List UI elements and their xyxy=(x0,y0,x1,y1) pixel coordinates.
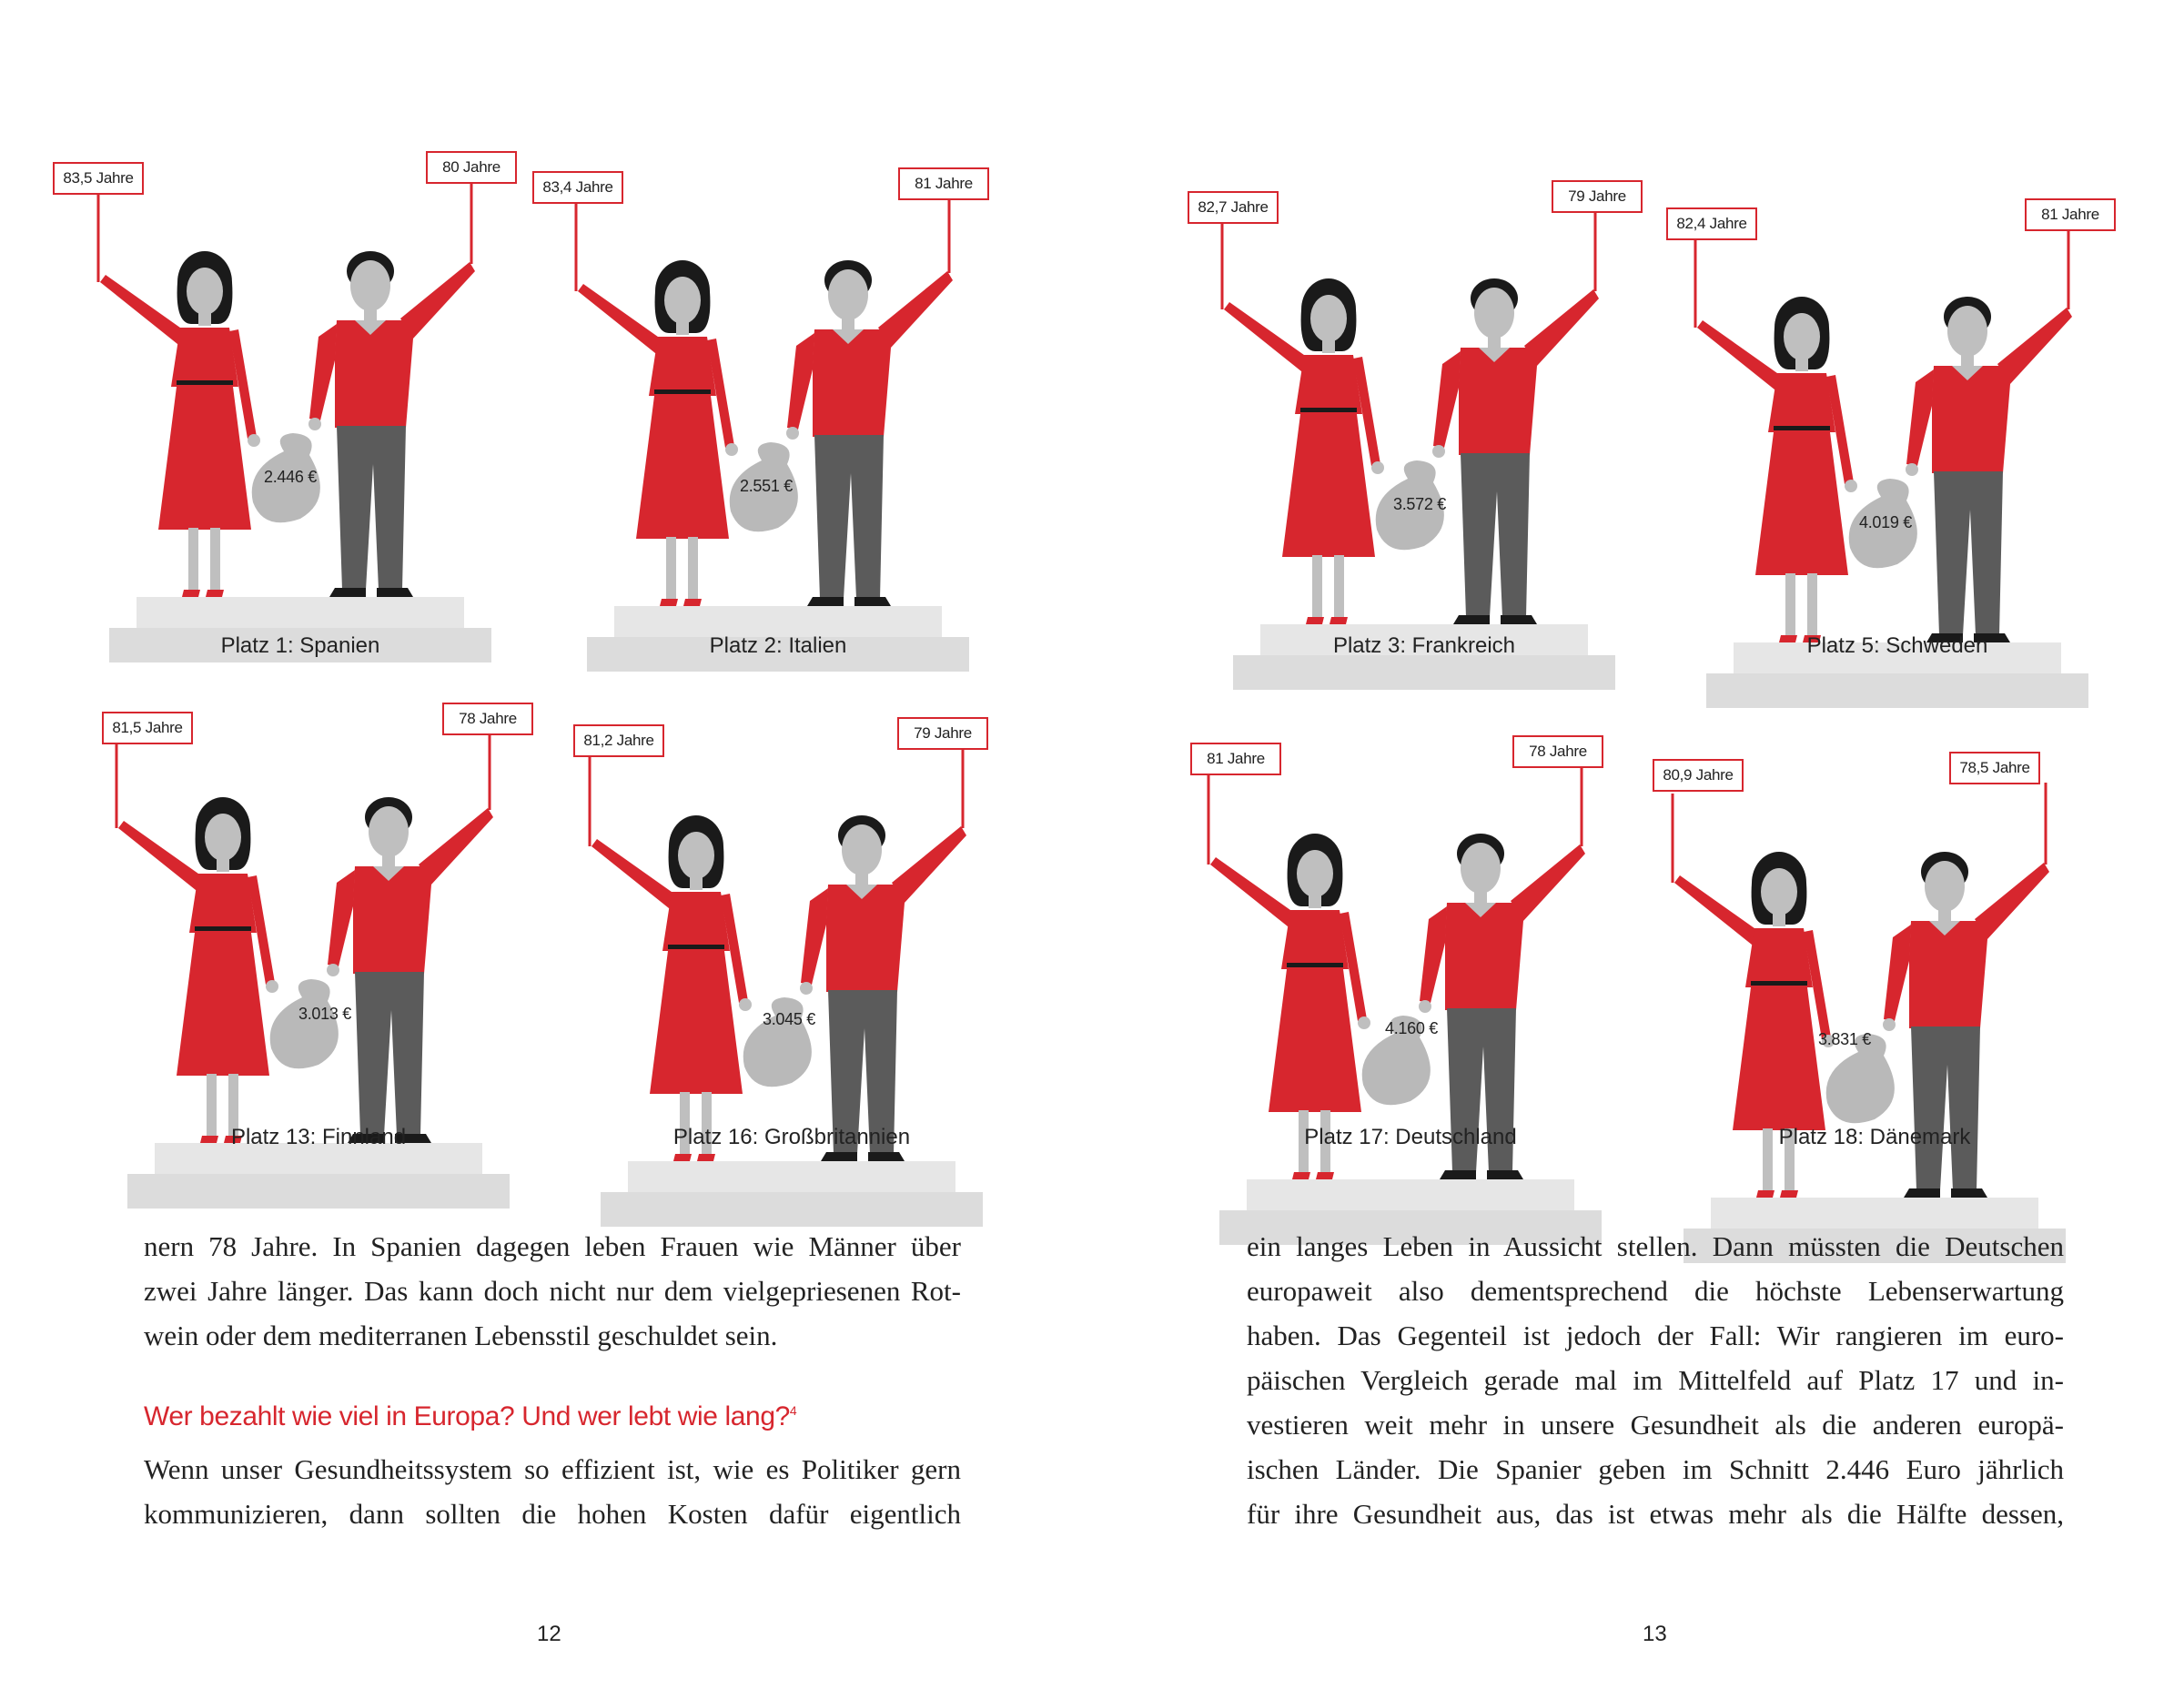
left-page-paragraph-top xyxy=(144,1224,961,1358)
cost-label: 2.551 € xyxy=(740,477,793,495)
text-line: kommunizieren, dann sollten die hohen Kosten dafür eigentlich xyxy=(144,1498,961,1530)
heading-text: Wer bezahlt wie viel in Europa? Und wer lebt wie lang? xyxy=(144,1401,790,1431)
left-page-paragraph-bottom xyxy=(144,1447,961,1536)
text-line: päischen Vergleich gerade mal im Mittelfeld auf Platz 17 und in- xyxy=(1247,1364,2064,1396)
figure-denmark xyxy=(1620,746,2129,1256)
couple-illustration xyxy=(1620,746,2129,1256)
text-line: haben. Das Gegenteil ist jedoch der Fall: Wir rangieren im euro- xyxy=(1247,1320,2064,1351)
rank-label: Platz 1: Spanien xyxy=(220,633,380,658)
text-line: für ihre Gesundheit aus, das ist etwas mehr als die Hälfte dessen, xyxy=(1247,1498,2064,1530)
text-line: ischen Länder. Die Spanier geben im Schnitt 2.446 Euro jährlich xyxy=(1247,1453,2064,1485)
rank-label: Platz 18: Dänemark xyxy=(1778,1125,1971,1149)
male-age-sign: 79 Jahre xyxy=(1552,180,1643,213)
couple-illustration xyxy=(1169,173,1679,683)
page-number-left: 12 xyxy=(537,1622,561,1646)
text-line: wein oder dem mediterranen Lebensstil geschuldet sein. xyxy=(144,1320,778,1351)
female-age-sign: 81,5 Jahre xyxy=(102,712,193,744)
rank-label: Platz 2: Italien xyxy=(709,633,847,658)
cost-label: 4.019 € xyxy=(1859,513,1912,531)
figure-sweden xyxy=(1643,191,2152,701)
couple-illustration xyxy=(1643,191,2152,701)
male-age-sign: 78 Jahre xyxy=(1512,735,1603,768)
text-line: ein langes Leben in Aussicht stellen. Dann müssten die Deutschen xyxy=(1247,1230,2064,1262)
couple-illustration xyxy=(1156,728,1665,1238)
female-age-sign: 82,4 Jahre xyxy=(1666,207,1757,240)
figure-finland xyxy=(64,692,573,1201)
rank-label: Platz 5: Schweden xyxy=(1806,633,1988,658)
right-page-paragraph xyxy=(1247,1224,2064,1536)
page-number-right: 13 xyxy=(1643,1622,1667,1646)
section-heading xyxy=(144,1401,796,1432)
cost-label: 4.160 € xyxy=(1385,1019,1438,1037)
rank-label: Platz 13: Finnland xyxy=(230,1125,407,1149)
rank-label: Platz 3: Frankreich xyxy=(1332,633,1516,658)
female-age-sign: 81,2 Jahre xyxy=(573,724,664,757)
figure-germany xyxy=(1156,728,1665,1238)
male-age-sign: 78,5 Jahre xyxy=(1949,752,2040,784)
text-line: vestieren weit mehr in unsere Gesundheit als die anderen europä- xyxy=(1247,1409,2064,1441)
male-age-sign: 80 Jahre xyxy=(426,151,517,184)
female-age-sign: 81 Jahre xyxy=(1190,743,1281,775)
couple-illustration xyxy=(523,155,1033,664)
figure-italy xyxy=(523,155,1033,664)
female-age-sign: 80,9 Jahre xyxy=(1653,759,1744,792)
male-age-sign: 81 Jahre xyxy=(2025,198,2116,231)
figure-uk xyxy=(537,710,1046,1219)
cost-label: 3.045 € xyxy=(763,1010,815,1028)
male-age-sign: 78 Jahre xyxy=(442,703,533,735)
male-age-sign: 79 Jahre xyxy=(897,717,988,750)
text-line: zwei Jahre länger. Das kann doch nicht nur dem vielgepriesenen Rot- xyxy=(144,1275,961,1307)
female-age-sign: 83,4 Jahre xyxy=(532,171,623,204)
female-age-sign: 83,5 Jahre xyxy=(53,162,144,195)
cost-label: 3.013 € xyxy=(298,1005,351,1023)
footnote-marker: 4 xyxy=(789,1403,797,1418)
female-age-sign: 82,7 Jahre xyxy=(1188,191,1279,224)
text-line: europaweit also dementsprechend die höchste Lebenserwartung xyxy=(1247,1275,2064,1307)
text-line: nern 78 Jahre. In Spanien dagegen leben Frauen wie Männer über xyxy=(144,1230,961,1262)
cost-label: 3.572 € xyxy=(1393,495,1446,513)
cost-label: 3.831 € xyxy=(1818,1030,1871,1048)
male-age-sign: 81 Jahre xyxy=(898,167,989,200)
couple-illustration xyxy=(46,146,555,655)
cost-label: 2.446 € xyxy=(264,468,317,486)
rank-label: Platz 16: Großbritannien xyxy=(672,1125,911,1149)
figure-spain xyxy=(46,146,555,658)
text-line: Wenn unser Gesundheitssystem so effizient ist, wie es Politiker gern xyxy=(144,1453,961,1485)
figure-france xyxy=(1169,173,1679,683)
rank-label: Platz 17: Deutschland xyxy=(1304,1125,1517,1149)
